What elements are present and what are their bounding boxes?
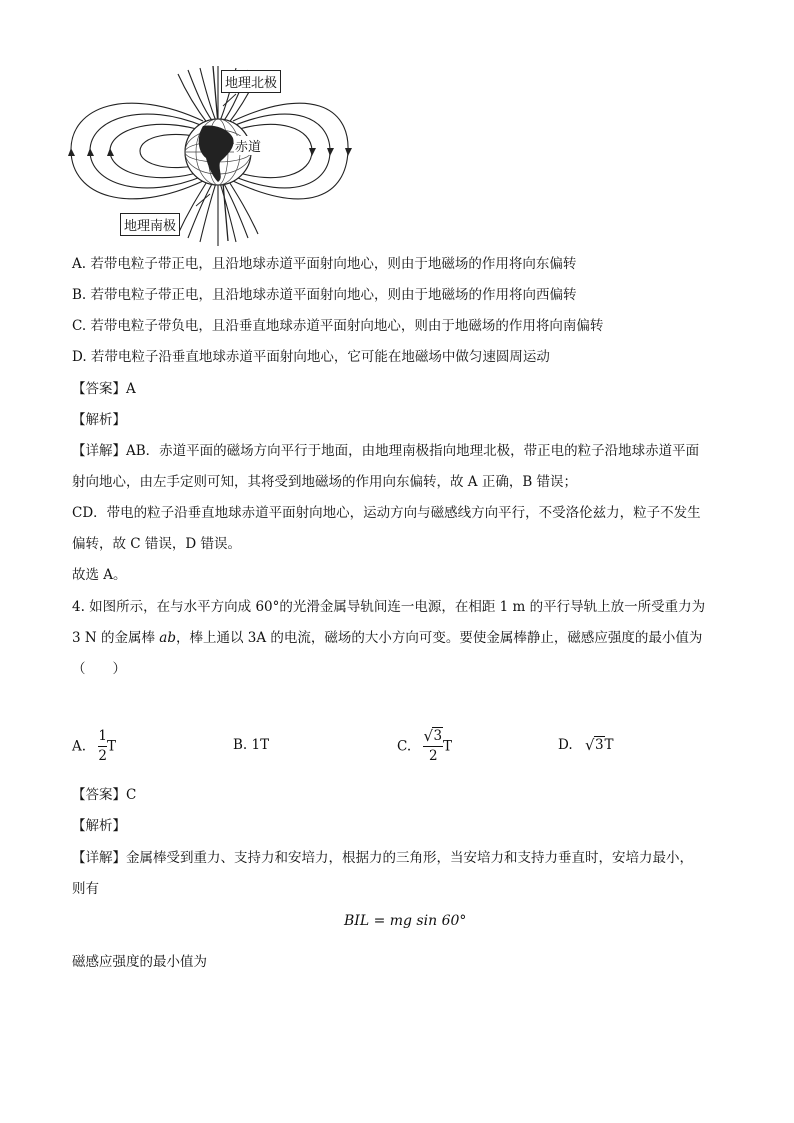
q3-detail-line-2: 射向地心，由左手定则可知，其将受到地磁场的作用向东偏转，故 A 正确，B 错误； bbox=[72, 474, 578, 490]
label-geographic-south: 地理南极 bbox=[120, 213, 180, 236]
q4-option-c-unit: T bbox=[443, 738, 453, 755]
q4-option-d-sqrt: √ 3 bbox=[584, 736, 604, 754]
q4-stem-line-1: 4. 如图所示，在与水平方向成 60°的光滑金属导轨间连一电源，在相距 1 m 的平行导轨上放一所受重力为 bbox=[72, 599, 706, 615]
q3-answer: 【答案】A bbox=[72, 381, 136, 397]
q3-option-d: D. 若带电粒子沿垂直地球赤道平面射向地心，它可能在地磁场中做匀速圆周运动 bbox=[72, 349, 550, 365]
earth-magnetic-field-figure bbox=[68, 66, 368, 250]
q4-blank: （ ） bbox=[72, 661, 126, 677]
q4-analysis-heading: 【解析】 bbox=[72, 818, 126, 834]
q3-analysis-heading: 【解析】 bbox=[72, 412, 126, 428]
magnetic-field-diagram bbox=[68, 66, 368, 246]
q3-option-a: A. 若带电粒子带正电，且沿地球赤道平面射向地心，则由于地磁场的作用将向东偏转 bbox=[72, 256, 577, 272]
q4-option-c-letter: C. bbox=[397, 738, 412, 755]
q3-option-c: C. 若带电粒子带负电，且沿垂直地球赤道平面射向地心，则由于地磁场的作用将向南偏转 bbox=[72, 318, 604, 334]
q4-stem-line-2 bbox=[72, 628, 702, 648]
q4-option-b: B. 1T bbox=[233, 737, 270, 753]
q4-option-a-denominator: 2 bbox=[98, 748, 107, 764]
q4-option-d bbox=[558, 737, 614, 753]
label-geographic-north: 地理北极 bbox=[221, 70, 281, 93]
q4-equation: BIL = mg sin 60° bbox=[344, 913, 467, 929]
q4-option-c-radicand: 3 bbox=[433, 728, 443, 744]
label-equator: 赤道 bbox=[234, 136, 262, 155]
q4-option-c-denominator: 2 bbox=[428, 748, 438, 764]
q4-stem-line-2-b: ，棒上通以 3A 的电流，磁场的大小方向可变。要使金属棒静止，磁感应强度的最小值为 bbox=[175, 630, 703, 646]
q4-option-c-sqrt: √ 3 bbox=[423, 727, 443, 745]
q4-detail-line-2: 则有 bbox=[72, 881, 99, 897]
q4-option-a-letter: A. bbox=[72, 738, 87, 755]
q4-option-d-radicand: 3 bbox=[594, 737, 604, 753]
q3-option-b: B. 若带电粒子带正电，且沿地球赤道平面射向地心，则由于地磁场的作用将向西偏转 bbox=[72, 287, 577, 303]
q4-detail-line-1: 【详解】金属棒受到重力、支持力和安培力，根据力的三角形，当安培力和支持力垂直时，安培力最小， bbox=[72, 850, 693, 866]
q4-stem-line-2-a: 3 N 的金属棒 bbox=[72, 630, 160, 646]
q4-tail-text: 磁感应强度的最小值为 bbox=[72, 954, 207, 970]
q4-option-a bbox=[72, 728, 116, 765]
q4-option-d-letter: D. bbox=[558, 737, 573, 753]
q3-detail-line-3: CD．带电的粒子沿垂直地球赤道平面射向地心，运动方向与磁感线方向平行，不受洛伦兹力，粒子不发生 bbox=[72, 505, 701, 521]
q4-option-d-unit: T bbox=[604, 737, 614, 753]
q3-detail-line-1: 【详解】AB．赤道平面的磁场方向平行于地面，由地理南极指向地理北极，带正电的粒子沿地球赤道平面 bbox=[72, 443, 700, 459]
q3-detail-line-4: 偏转，故 C 错误，D 错误。 bbox=[72, 536, 242, 552]
q4-option-c bbox=[397, 728, 452, 765]
q4-option-c-fraction bbox=[423, 728, 443, 765]
q3-conclusion: 故选 A。 bbox=[72, 567, 127, 583]
q4-option-a-unit: T bbox=[106, 738, 116, 755]
q4-answer: 【答案】C bbox=[72, 787, 137, 803]
q4-option-a-fraction bbox=[98, 728, 107, 765]
q4-rod-name: ab bbox=[159, 630, 176, 646]
q4-option-a-numerator: 1 bbox=[98, 728, 107, 744]
